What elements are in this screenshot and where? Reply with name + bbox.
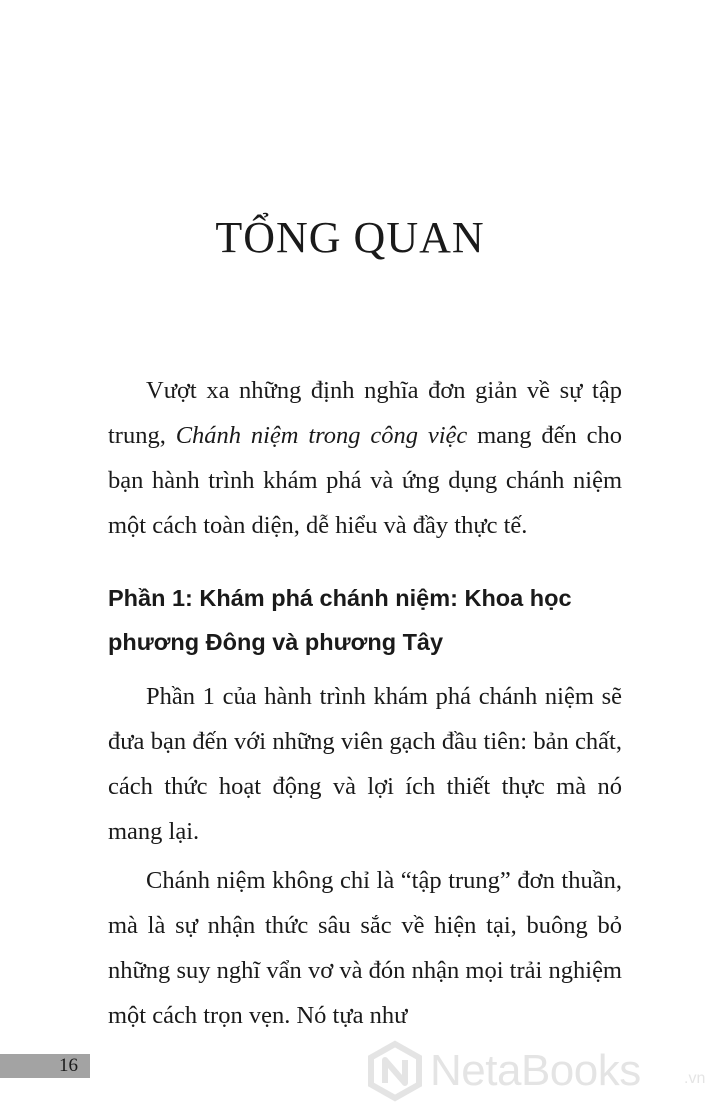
- netabooks-watermark: [366, 1040, 705, 1104]
- body-paragraph-2: [108, 858, 622, 1038]
- intro-text-start: Vượt xa những định nghĩa đơn giản về sự tập trung,: [108, 377, 622, 449]
- body-paragraph-2-text: Chánh niệm không chỉ là “tập trung” đơn thuần, mà là sự nhận thức sâu sắc về hiện tại, buông bỏ những suy nghĩ vẩn vơ và đón nhận mọi trải nghiệm một cách trọn vẹn. Nó tựa như: [108, 867, 622, 1029]
- watermark-brand: NetaBooks: [430, 1046, 641, 1095]
- section-heading: Phần 1: Khám phá chánh niệm: Khoa học phương Đông và phương Tây: [108, 585, 572, 655]
- intro-paragraph: [108, 368, 622, 548]
- watermark-domain-suffix: .vn: [684, 1070, 705, 1087]
- intro-text-end: mang đến cho bạn hành trình khám phá và ứng dụng chánh niệm một cách toàn diện, dễ hiểu và đầy thực tế.: [108, 422, 622, 539]
- body-paragraph-1-text: Phần 1 của hành trình khám phá chánh niệm sẽ đưa bạn đến với những viên gạch đầu tiên: bản chất, cách thức hoạt động và lợi ích thiết thực mà nó mang lại.: [108, 683, 622, 845]
- page-title: TỔNG QUAN: [215, 213, 485, 262]
- page-number-tab: [0, 1054, 90, 1078]
- page-number: 16: [59, 1055, 78, 1076]
- body-paragraph-1: [108, 674, 622, 854]
- book-title-italic: Chánh niệm trong công việc: [175, 422, 468, 449]
- netabooks-logo-icon: [366, 1042, 424, 1100]
